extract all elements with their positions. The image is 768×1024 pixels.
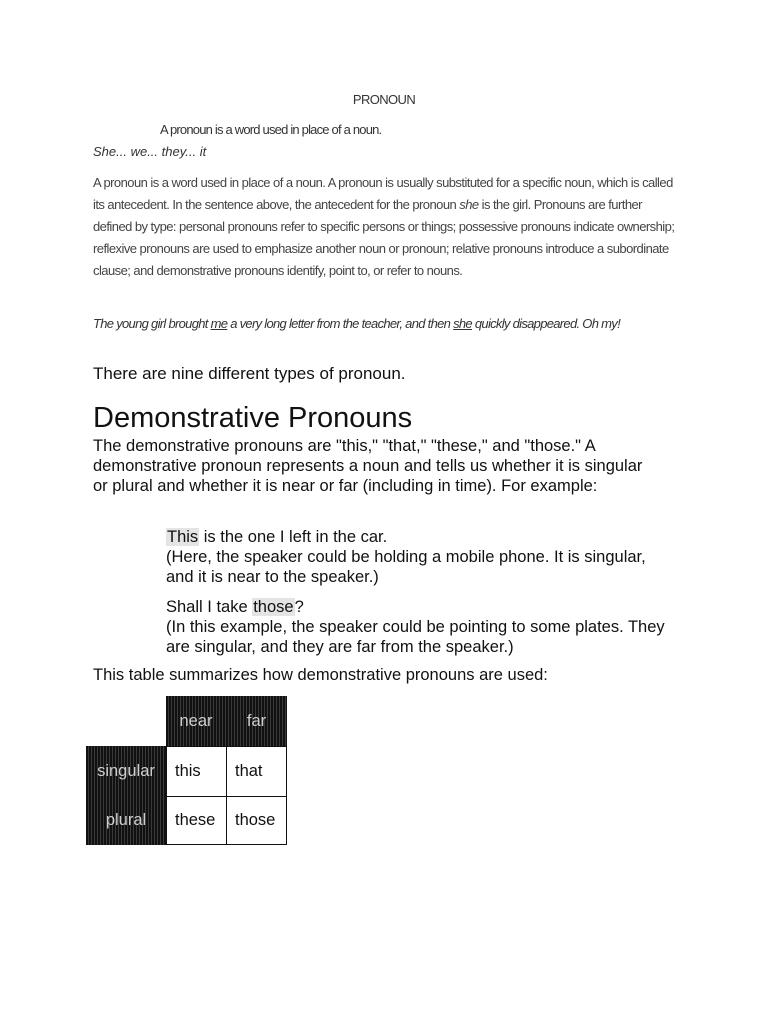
example-2-lead: Shall I take: [166, 598, 253, 616]
intro-text-1: A pronoun is a word used in place of a noun. A pronoun is usually substituted for a specific noun, which is called its antecedent. In the sentence above, the antecedent for the pronoun: [93, 175, 673, 212]
row-header-singular: singular: [86, 746, 166, 796]
col-header-far: far: [226, 696, 287, 746]
subtitle: A pronoun is a word used in place of a noun.: [160, 122, 382, 137]
table-cell-these: these: [166, 796, 227, 845]
col-header-near: near: [166, 696, 226, 746]
sample-sentence: [93, 313, 653, 335]
intro-she: she: [459, 197, 479, 212]
sample-text-3: quickly disappeared. Oh my!: [471, 316, 621, 331]
example-1-note: (Here, the speaker could be holding a mobile phone. It is singular, and it is near to the speaker.): [166, 548, 646, 586]
table-cell-that: that: [226, 746, 287, 797]
sample-text-2: a very long letter from the teacher, and then: [227, 316, 454, 331]
section-heading: Demonstrative Pronouns: [93, 402, 413, 434]
example-2-highlight: those: [253, 598, 294, 616]
demonstrative-table: [86, 696, 287, 845]
table-intro: This table summarizes how demonstrative pronouns are used:: [93, 666, 548, 684]
types-statement: There are nine different types of pronoun.: [93, 364, 406, 383]
example-2-note: (In this example, the speaker could be pointing to some plates. They are singular, and they are far from the speaker.): [166, 618, 665, 656]
example-2-sentence: [166, 597, 666, 617]
example-1: [166, 527, 666, 587]
section-paragraph: The demonstrative pronouns are "this," "that," "these," and "those." A demonstrative pronoun represents a noun and tells us whether it is singular or plural and whether it is near or far (including in time). For example:: [93, 437, 643, 495]
example-2-rest: ?: [294, 598, 304, 616]
table-cell-this: this: [166, 746, 227, 797]
sample-text-1: The young girl brought: [93, 316, 211, 331]
pronoun-examples: She... we... they... it: [93, 144, 207, 159]
sample-she: she: [453, 316, 472, 331]
intro-paragraph: [93, 172, 683, 282]
row-header-plural: plural: [86, 796, 166, 845]
page-title: PRONOUN: [352, 92, 416, 107]
example-1-rest: is the one I left in the car.: [199, 528, 388, 546]
intro-text-2: is the girl. Pronouns are further defined by type: personal pronouns refer to specific persons or things; possessive pronouns indicate ownership; reflexive pronouns are used to emphasize another noun or pronoun; relative pronouns introduce a subordinate clause; and demonstrative pronouns identify, point to, or refer to nouns.: [93, 197, 675, 278]
example-2: [166, 597, 666, 657]
example-1-highlight: This: [167, 528, 199, 546]
table-cell-those: those: [226, 796, 287, 845]
example-1-sentence: [166, 527, 666, 547]
sample-me: me: [210, 316, 228, 331]
